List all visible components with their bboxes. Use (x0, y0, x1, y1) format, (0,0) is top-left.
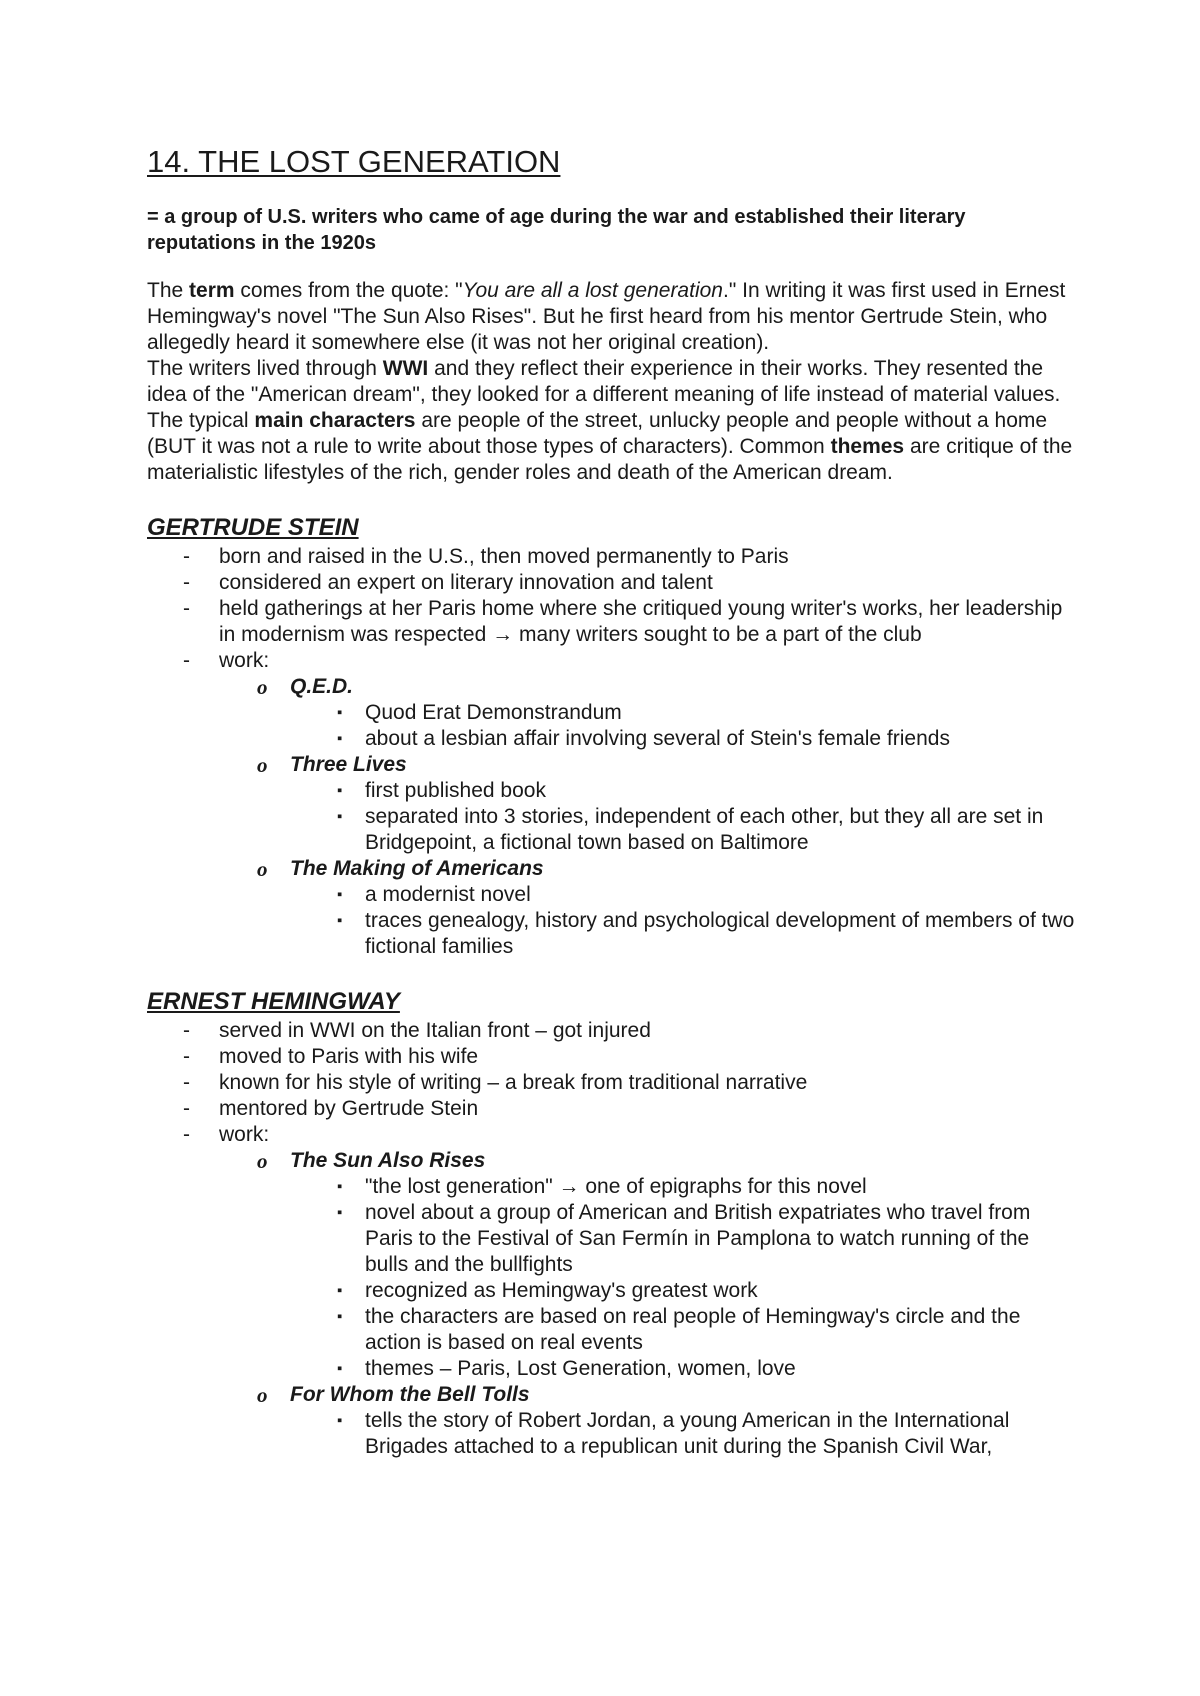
dash-marker: - (183, 1019, 190, 1042)
list-item (147, 1278, 1077, 1304)
square-bullet-icon: ▪ (337, 1360, 343, 1377)
list-item (147, 1200, 1077, 1278)
square-bullet-icon: ▪ (337, 808, 343, 825)
intro-text: and they reflect their experience in their works. They resented the idea of the "American dream", they looked for a different meaning of life instead of material values. (147, 357, 1061, 406)
list-item-text: work: (219, 1123, 270, 1146)
circle-bullet-icon: o (257, 675, 268, 699)
square-bullet-icon: ▪ (337, 1412, 343, 1429)
work-notes (147, 700, 1077, 752)
work-notes (147, 882, 1077, 960)
list-item (147, 1304, 1077, 1356)
intro-paragraph-wwi (147, 356, 1077, 408)
note-text: a modernist novel (365, 883, 531, 906)
list-item (147, 648, 1077, 674)
note-text: separated into 3 stories, independent of each other, but they all are set in Bridgepoint, a fictional town based on Baltimore (365, 805, 1044, 854)
list-item-text: work: (219, 649, 270, 672)
section-heading-hemingway: ERNEST HEMINGWAY (147, 988, 400, 1015)
intro-paragraph-origin (147, 278, 1077, 356)
note-text: the characters are based on real people of Hemingway's circle and the action is based on real events (365, 1305, 1021, 1354)
document-content (147, 142, 1077, 1460)
list-item-text: considered an expert on literary innovation and talent (219, 571, 713, 594)
list-item-text: served in WWI on the Italian front – got injured (219, 1019, 651, 1042)
quote-text: You are all a lost generation (462, 279, 723, 302)
list-item (147, 804, 1077, 856)
list-item-text: born and raised in the U.S., then moved permanently to Paris (219, 545, 789, 568)
page-title: 14. THE LOST GENERATION (147, 144, 561, 179)
list-item (147, 908, 1077, 960)
list-item-text: known for his style of writing – a break from traditional narrative (219, 1071, 808, 1094)
intro-paragraph-themes (147, 408, 1077, 486)
work-title: For Whom the Bell Tolls (290, 1383, 530, 1406)
circle-bullet-icon: o (257, 753, 268, 777)
work-title: The Sun Also Rises (290, 1149, 486, 1172)
intro-text: are people of the street, unlucky people and people without a home (BUT it was not a rule to write about those types of characters). Common (147, 409, 1048, 458)
list-item-text: mentored by Gertrude Stein (219, 1097, 479, 1120)
intro-text: comes from the quote: " (234, 279, 463, 302)
list-item (147, 1356, 1077, 1382)
stein-bullet-list (147, 544, 1077, 674)
section-heading-stein: GERTRUDE STEIN (147, 514, 359, 541)
work-title: Q.E.D. (290, 675, 354, 698)
list-item (147, 1122, 1077, 1148)
list-item-text: moved to Paris with his wife (219, 1045, 479, 1068)
list-item (147, 1408, 1077, 1460)
definition-text: = a group of U.S. writers who came of age during the war and established their literary reputations in the 1920s (147, 206, 966, 254)
work-title: The Making of Americans (290, 857, 544, 880)
main-characters-keyword: main characters (254, 409, 416, 432)
note-text: traces genealogy, history and psychological development of members of two fictional families (365, 909, 1075, 958)
hemingway-bullet-list (147, 1018, 1077, 1148)
list-item (147, 700, 1077, 726)
intro-text: The typical (147, 409, 255, 432)
note-text: "the lost generation" → one of epigraphs for this novel (365, 1175, 867, 1198)
list-item (147, 570, 1077, 596)
work-item (147, 856, 1077, 960)
dash-marker: - (183, 597, 190, 620)
list-item-text: held gatherings at her Paris home where she critiqued young writer's works, her leadership in modernism was respected → many writers sought to be a part of the club (219, 597, 1063, 646)
wwi-keyword: WWI (382, 357, 429, 380)
dash-marker: - (183, 1097, 190, 1120)
work-notes (147, 778, 1077, 856)
work-title: Three Lives (290, 753, 407, 776)
list-item (147, 596, 1077, 648)
square-bullet-icon: ▪ (337, 704, 343, 721)
square-bullet-icon: ▪ (337, 782, 343, 799)
dash-marker: - (183, 1071, 190, 1094)
square-bullet-icon: ▪ (337, 1178, 343, 1195)
note-text: novel about a group of American and British expatriates who travel from Paris to the Festival of San Fermín in Pamplona to watch running of the bulls and the bullfights (365, 1201, 1031, 1276)
circle-bullet-icon: o (257, 857, 268, 881)
dash-marker: - (183, 1123, 190, 1146)
list-item (147, 778, 1077, 804)
work-item (147, 674, 1077, 752)
hemingway-works-list (147, 1148, 1077, 1460)
work-item (147, 1148, 1077, 1382)
list-item (147, 1018, 1077, 1044)
note-text: tells the story of Robert Jordan, a young American in the International Brigades attached to a republican unit during the Spanish Civil War, (365, 1409, 1010, 1458)
square-bullet-icon: ▪ (337, 886, 343, 903)
square-bullet-icon: ▪ (337, 912, 343, 929)
intro-text: ." In writing it was first used in Ernest Hemingway's novel "The Sun Also Rises". But he first heard from his mentor Gertrude Stein, who allegedly heard it somewhere else (it was not her original creation). (147, 279, 1066, 354)
list-item (147, 726, 1077, 752)
intro-text: The writers lived through (147, 357, 383, 380)
intro-text: The (147, 279, 190, 302)
work-item (147, 1382, 1077, 1460)
square-bullet-icon: ▪ (337, 1204, 343, 1221)
square-bullet-icon: ▪ (337, 1282, 343, 1299)
themes-keyword: themes (830, 435, 905, 458)
square-bullet-icon: ▪ (337, 1308, 343, 1325)
note-text: about a lesbian affair involving several of Stein's female friends (365, 727, 950, 750)
square-bullet-icon: ▪ (337, 730, 343, 747)
list-item (147, 1174, 1077, 1200)
list-item (147, 544, 1077, 570)
circle-bullet-icon: o (257, 1383, 268, 1407)
intro-text: are critique of the materialistic lifestyles of the rich, gender roles and death of the American dream. (147, 435, 1073, 484)
dash-marker: - (183, 545, 190, 568)
stein-works-list (147, 674, 1077, 960)
list-item (147, 1044, 1077, 1070)
work-notes (147, 1174, 1077, 1382)
circle-bullet-icon: o (257, 1149, 268, 1173)
note-text: recognized as Hemingway's greatest work (365, 1279, 758, 1302)
dash-marker: - (183, 649, 190, 672)
dash-marker: - (183, 1045, 190, 1068)
list-item (147, 882, 1077, 908)
term-keyword: term (189, 279, 235, 302)
work-notes (147, 1408, 1077, 1460)
note-text: Quod Erat Demonstrandum (365, 701, 622, 724)
note-text: first published book (365, 779, 546, 802)
list-item (147, 1096, 1077, 1122)
note-text: themes – Paris, Lost Generation, women, love (365, 1357, 796, 1380)
dash-marker: - (183, 571, 190, 594)
work-item (147, 752, 1077, 856)
list-item (147, 1070, 1077, 1096)
